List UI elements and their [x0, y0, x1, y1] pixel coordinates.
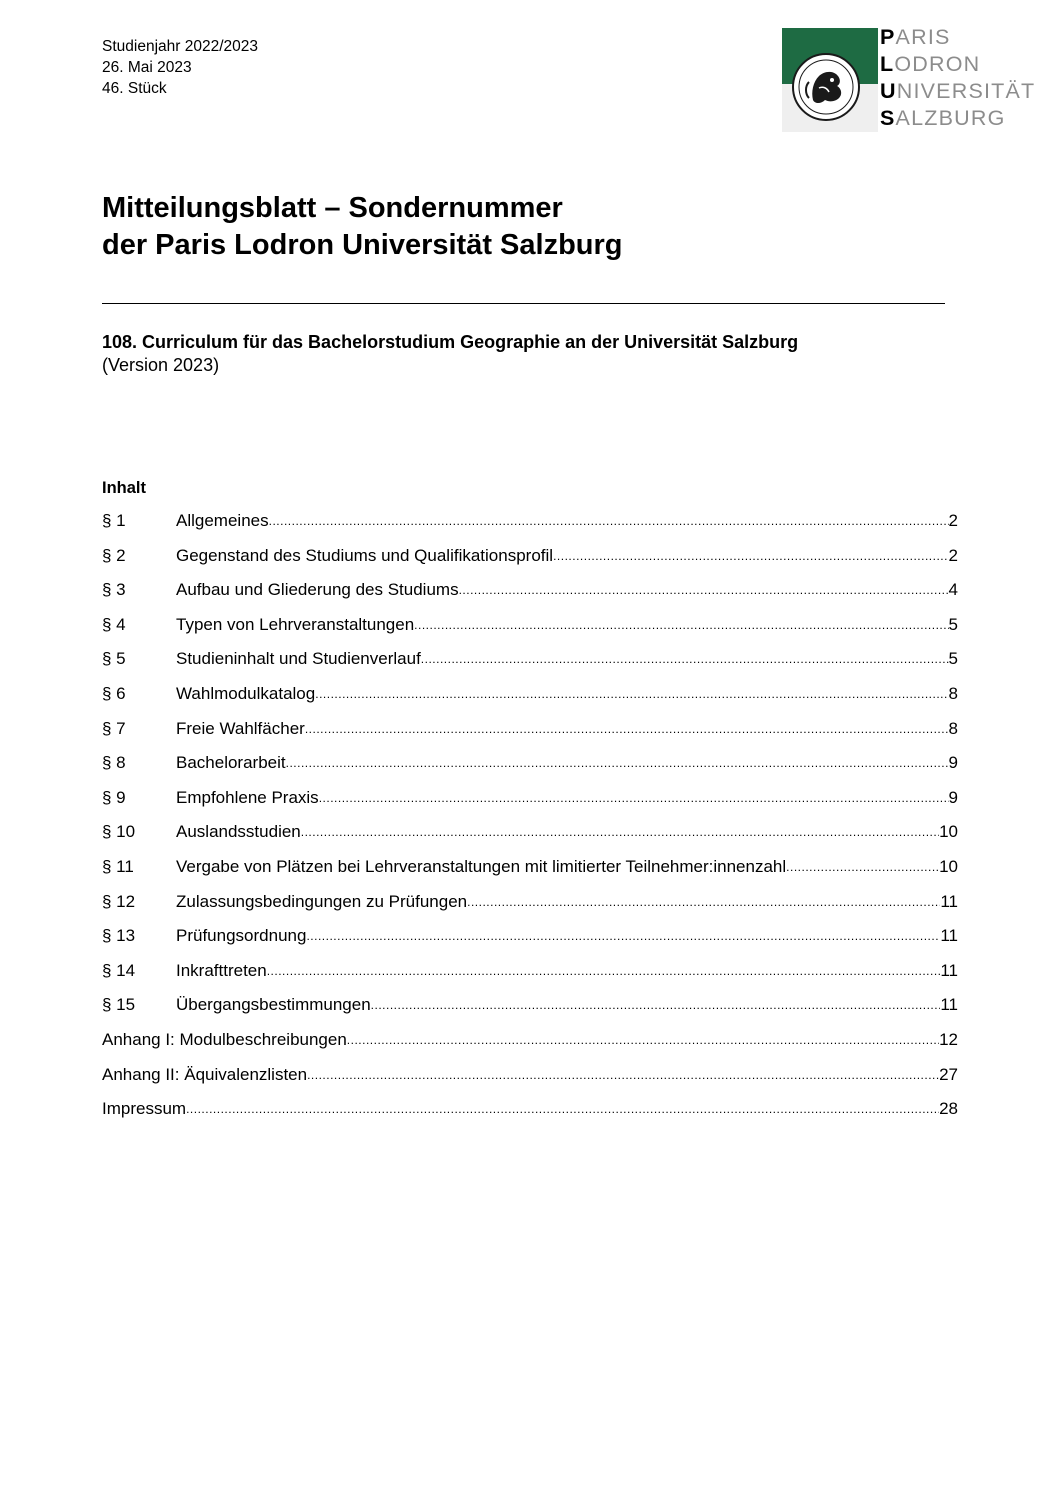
toc-section-number: § 12 — [102, 891, 136, 911]
toc-page-number: 8 — [948, 718, 958, 738]
toc-entry-label: Prüfungsordnung — [176, 926, 307, 946]
toc-page-number: 4 — [948, 580, 958, 600]
toc-entry-label: Übergangsbestimmungen — [176, 995, 371, 1015]
toc-page-number: 9 — [948, 753, 958, 773]
toc-entry-label: Empfohlene Praxis — [176, 787, 319, 807]
toc-page-number: 11 — [940, 926, 958, 946]
toc-section-number: § 8 — [102, 753, 126, 773]
toc-page-number: 28 — [939, 1099, 958, 1119]
toc-section-number: § 7 — [102, 718, 126, 738]
toc-entry-label: Vergabe von Plätzen bei Lehrveranstaltungen mit limitierter Teilnehmer:innenzahl — [176, 856, 787, 876]
toc-section-number: § 4 — [102, 614, 126, 634]
page-title — [102, 190, 623, 264]
logo-wordmark: PARIS LODRON UNIVERSITÄT SALZBURG — [880, 25, 1036, 130]
toc-page-number: 5 — [948, 649, 958, 669]
toc-entry-label: Aufbau und Gliederung des Studiums — [176, 580, 459, 600]
university-logo — [757, 22, 1037, 134]
toc-section-number: § 11 — [102, 856, 134, 876]
toc-page-number: 11 — [940, 995, 958, 1015]
toc-section-number: § 15 — [102, 995, 136, 1015]
curriculum-title: 108. Curriculum für das Bachelorstudium Geographie an der Universität Salzburg — [102, 332, 799, 352]
toc-page-number: 27 — [939, 1064, 958, 1084]
document-subtitle — [102, 331, 798, 377]
title-line-1: Mitteilungsblatt – Sondernummer — [102, 192, 563, 224]
toc-entry-label: Bachelorarbeit — [176, 753, 286, 773]
toc-page-number: 11 — [940, 960, 958, 980]
toc-section-number: § 3 — [102, 580, 126, 600]
title-line-2: der Paris Lodron Universität Salzburg — [102, 229, 623, 261]
toc-entry-label: Impressum — [102, 1099, 187, 1119]
lion-seal-icon — [791, 52, 861, 122]
toc-section-number: § 5 — [102, 649, 126, 669]
toc-page-number: 8 — [948, 683, 958, 703]
toc-entry-label: Allgemeines — [176, 511, 269, 530]
toc-entry-label: Freie Wahlfächer — [176, 718, 305, 738]
curriculum-version: (Version 2023) — [102, 355, 220, 375]
toc-section-number: § 14 — [102, 960, 136, 980]
toc-heading: Inhalt — [102, 479, 146, 497]
toc-page-number: 12 — [939, 1029, 958, 1049]
toc-page-number: 10 — [939, 822, 958, 842]
issue-date: 26. Mai 2023 — [102, 59, 192, 76]
toc-entry-label: Anhang I: Modulbeschreibungen — [102, 1029, 347, 1049]
issue-number: 46. Stück — [102, 80, 167, 97]
toc-entry-label: Typen von Lehrveranstaltungen — [176, 614, 415, 634]
toc-section-number: § 10 — [102, 822, 136, 842]
toc-entry-label: Auslandsstudien — [176, 822, 301, 842]
toc-page-number: 11 — [940, 891, 958, 911]
toc-entry-label: Studieninhalt und Studienverlauf — [176, 649, 421, 669]
toc-section-number: § 9 — [102, 787, 126, 807]
toc-page-number: 2 — [948, 545, 958, 565]
toc-entry-label: Inkrafttreten — [176, 960, 267, 980]
toc-page-number: 2 — [948, 511, 958, 530]
toc-dot-leader — [186, 1087, 939, 1127]
toc-page-number: 5 — [948, 614, 958, 634]
toc-entry-label: Anhang II: Äquivalenzlisten — [102, 1064, 308, 1084]
toc-entry-label: Zulassungsbedingungen zu Prüfungen — [176, 891, 468, 911]
document-meta — [102, 36, 258, 99]
toc-section-number: § 6 — [102, 683, 126, 703]
toc-page-number: 9 — [948, 787, 958, 807]
study-year: Studienjahr 2022/2023 — [102, 38, 258, 55]
table-of-contents — [102, 504, 958, 1127]
toc-entry-label: Wahlmodulkatalog — [176, 683, 316, 703]
toc-entry-label: Gegenstand des Studiums und Qualifikationsprofil — [176, 545, 554, 565]
toc-section-number: § 13 — [102, 926, 136, 946]
toc-appendix-entry[interactable] — [102, 1092, 958, 1127]
toc-page-number: 10 — [939, 856, 958, 876]
toc-section-number: § 1 — [102, 511, 126, 530]
horizontal-rule — [102, 303, 945, 304]
toc-section-number: § 2 — [102, 545, 126, 565]
